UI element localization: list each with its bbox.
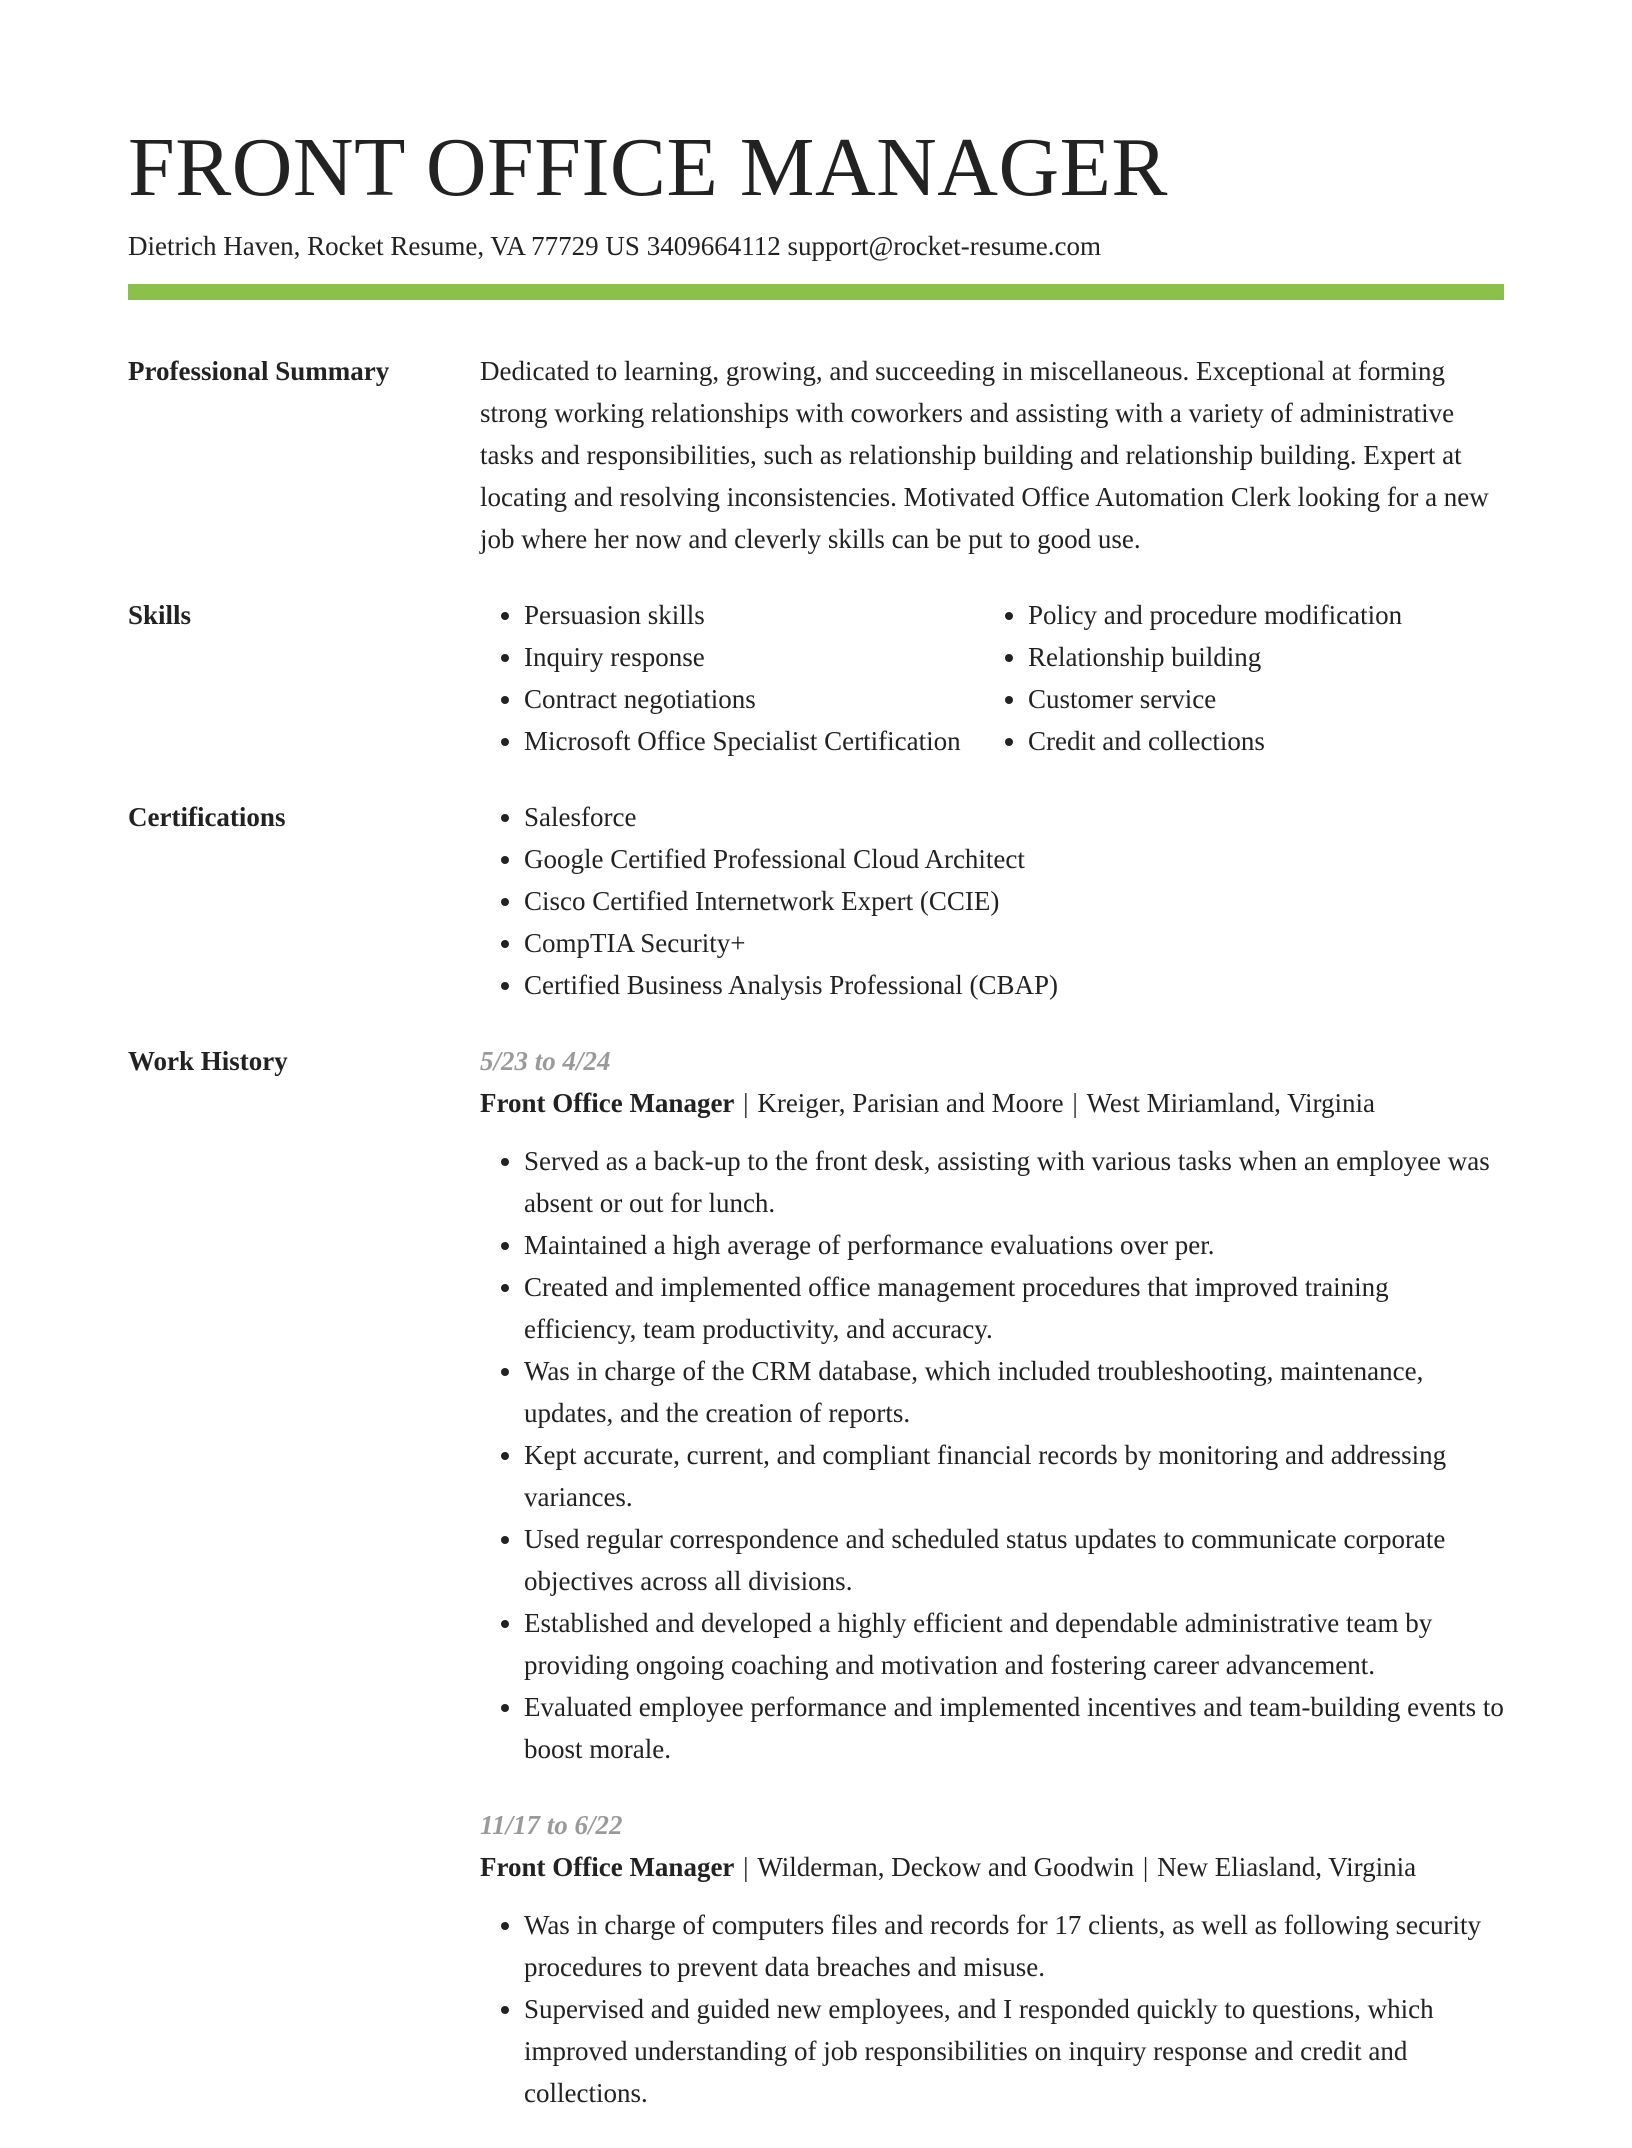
section-label: Work History	[128, 1046, 288, 1076]
job-entry	[480, 1040, 1504, 1770]
job-company: Kreiger, Parisian and Moore	[757, 1088, 1064, 1118]
job-bullet: • Supervised and guided new employees, and I responded quickly to questions, which improved understanding of job responsibilities on inquiry response and credit and collections.	[524, 1988, 1504, 2114]
skill-item: • Relationship building	[1028, 636, 1504, 678]
skills-list	[480, 594, 984, 762]
certification-item: • Cisco Certified Internetwork Expert (CCIE)	[524, 880, 1504, 922]
job-title: Front Office Manager	[480, 1852, 735, 1882]
section-body	[480, 594, 1504, 762]
skill-item: • Inquiry response	[524, 636, 984, 678]
skill-item: • Policy and procedure modification	[1028, 594, 1504, 636]
skills-grid	[480, 594, 1504, 762]
job-company: Wilderman, Deckow and Goodwin	[757, 1852, 1135, 1882]
certification-item: • Google Certified Professional Cloud Architect	[524, 838, 1504, 880]
job-dates: 11/17 to 6/22	[480, 1810, 623, 1840]
job-location: West Miriamland, Virginia	[1086, 1088, 1375, 1118]
accent-divider	[128, 284, 1504, 300]
resume-title: FRONT OFFICE MANAGER	[128, 121, 1168, 214]
certification-item: • CompTIA Security+	[524, 922, 1504, 964]
skills-column-right	[984, 594, 1504, 762]
job-bullet: • Was in charge of the CRM database, which included troubleshooting, maintenance, updates, and the creation of reports.	[524, 1350, 1504, 1434]
job-dates: 5/23 to 4/24	[480, 1046, 611, 1076]
section-body	[480, 1040, 1504, 2114]
job-heading	[480, 1846, 1504, 1888]
skills-column-left	[480, 594, 984, 762]
job-bullet: • Created and implemented office management procedures that improved training efficiency, team productivity, and accuracy.	[524, 1266, 1504, 1350]
separator: |	[1065, 1088, 1085, 1118]
section-skills	[128, 594, 1504, 762]
separator: |	[1136, 1852, 1156, 1882]
job-entry	[480, 1804, 1504, 2114]
skill-item: • Persuasion skills	[524, 594, 984, 636]
job-bullet: • Kept accurate, current, and compliant financial records by monitoring and addressing variances.	[524, 1434, 1504, 1518]
section-professional-summary	[128, 350, 1504, 560]
separator: |	[736, 1088, 756, 1118]
resume-page	[128, 118, 1504, 2148]
certification-item: • Salesforce	[524, 796, 1504, 838]
job-location: New Eliasland, Virginia	[1157, 1852, 1417, 1882]
job-bullet: • Was in charge of computers files and records for 17 clients, as well as following security procedures to prevent data breaches and misuse.	[524, 1904, 1504, 1988]
certifications-list	[480, 796, 1504, 1006]
job-bullet: • Served as a back-up to the front desk, assisting with various tasks when an employee was absent or out for lunch.	[524, 1140, 1504, 1224]
summary-text: Dedicated to learning, growing, and succeeding in miscellaneous. Exceptional at forming strong working relationships with coworkers and assisting with a variety of administrative tasks and responsibilities, such as relationship building and relationship building. Expert at locating and resolving inconsistencies. Motivated Office Automation Clerk looking for a new job where her now and cleverly skills can be put to good use.	[480, 356, 1489, 554]
skills-list	[984, 594, 1504, 762]
section-body	[480, 796, 1504, 1006]
section-certifications	[128, 796, 1504, 1006]
contact-line: Dietrich Haven, Rocket Resume, VA 77729 US 3409664112 support@rocket-resume.com	[128, 231, 1101, 261]
job-bullet: • Evaluated employee performance and implemented incentives and team-building events to boost morale.	[524, 1686, 1504, 1770]
skill-item: • Credit and collections	[1028, 720, 1504, 762]
skill-item: • Microsoft Office Specialist Certification	[524, 720, 984, 762]
section-label: Skills	[128, 600, 192, 630]
job-bullets	[480, 1904, 1504, 2114]
job-heading	[480, 1082, 1504, 1124]
certification-item: • Certified Business Analysis Professional (CBAP)	[524, 964, 1504, 1006]
job-bullet: • Established and developed a highly efficient and dependable administrative team by providing ongoing coaching and motivation and fostering career advancement.	[524, 1602, 1504, 1686]
section-body	[480, 350, 1504, 560]
section-work-history	[128, 1040, 1504, 2114]
job-title: Front Office Manager	[480, 1088, 735, 1118]
section-label: Certifications	[128, 802, 286, 832]
job-bullet: • Used regular correspondence and scheduled status updates to communicate corporate objectives across all divisions.	[524, 1518, 1504, 1602]
job-bullets	[480, 1140, 1504, 1770]
separator: |	[736, 1852, 756, 1882]
skill-item: • Contract negotiations	[524, 678, 984, 720]
job-bullet: • Maintained a high average of performance evaluations over per.	[524, 1224, 1504, 1266]
section-label: Professional Summary	[128, 356, 390, 386]
skill-item: • Customer service	[1028, 678, 1504, 720]
